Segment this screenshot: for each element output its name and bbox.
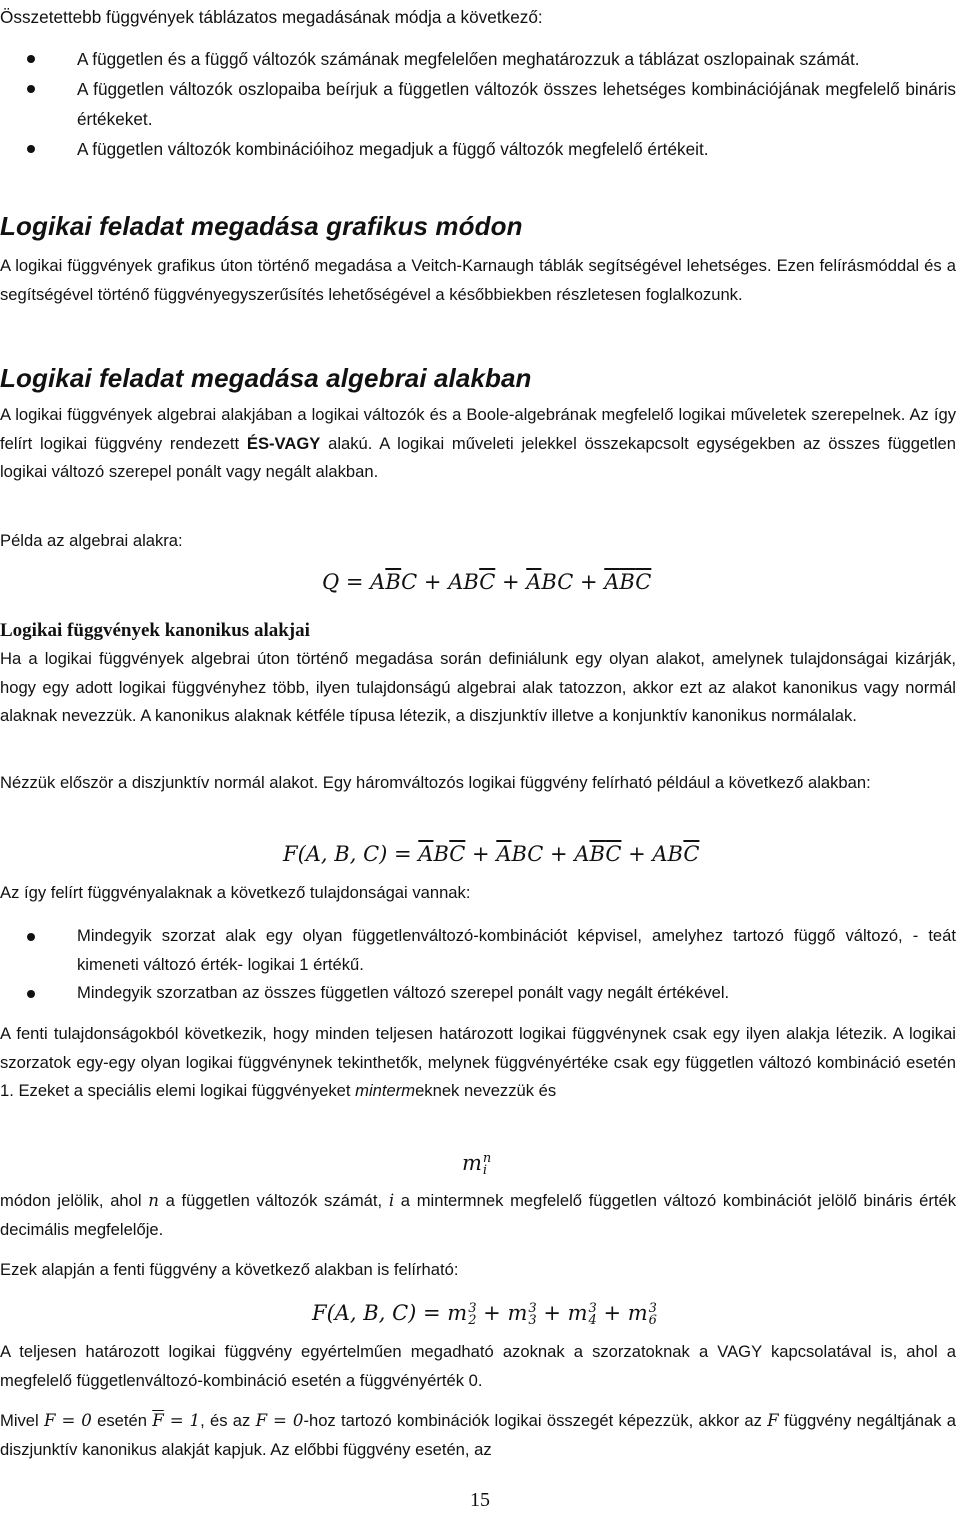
heading-kanonikus: Logikai függvények kanonikus alakjai [0,620,310,641]
bullet-icon [27,55,35,63]
paragraph-algebrai: A logikai függvények algebrai alakjában a logikai változók és a Boole-algebrának megfelelő logikai műveletek szerepelnek. Az így felírt logikai függvény rendezett ÉS-VAGY alakú. A logikai műveleti jelekkel összekapcsolt egységekben az összes független logikai változó szerepel ponált vagy negált alakban. [0,405,956,481]
list-item: Mindegyik szorzatban az összes független változó szerepel ponált vagy negált értékével. [0,979,956,1008]
equation-f: F(A, B, $C) = \overline{A}B\overline{C} + \overline{A}BC + A\overline{B}\overline{C} + AB\overline{C}$ [283,842,700,866]
paragraph-ezek: Ezek alapján a fenti függvény a következő alakban is felírható: [0,1260,459,1279]
paragraph-modon: módon jelölik, ahol n a független változók számát, i a mintermnek megfelelő független változó kombinációt jelölő bináris érték decimális megfelelője. [0,1191,956,1239]
heading-grafikus: Logikai feladat megadása grafikus módon [0,211,523,241]
equation-q: $Q = A\overline{B}C + AB\overline{C} + \overline{A}BC + \overline{A}\overline{B}\overline{C}$ [322,570,652,594]
bullet-icon [27,85,35,93]
paragraph-minterm: A fenti tulajdonságokból következik, hogy minden teljesen határozott logikai függvénynek csak egy ilyen alakja létezik. A logikai szorzatok egy-egy olyan logikai függvénynek tekinthetők, melynek függvényértéke csak egy független változó kombináció esetén 1. Ezeket a speciális elemi logikai függvényeket mintermeknek nevezzük és [0,1024,956,1100]
paragraph-nezzuk: Nézzük először a diszjunktív normál alakot. Egy háromváltozós logikai függvény felírható például a következő alakban: [0,773,871,792]
paragraph-mivel: Mivel F = 0 esetén $\overline{F} = 1$, és az F = 0-hoz tartozó kombinációk logikai összegét képezzük, akkor az F függvény negáltjának a diszjunktív kanonikus alakját kapjuk. Az előbbi függvény esetén, az [0,1411,956,1459]
bullet-icon [27,145,35,153]
paragraph-kanonikus: Ha a logikai függvények algebrai úton történő megadása során definiálunk egy olyan alakot, amelynek tulajdonságai kizárják, hogy egy adott logikai függvényhez több, ilyen tulajdonságú algebrai alak tatozzon, akkor ezt az alakot kanonikus vagy normál alaknak nevezzük. A kanonikus alaknak kétféle típusa létezik, a diszjunktív illetve a konjunktív kanonikus normálalak. [0,649,956,725]
bullet-list-table-steps [0,44,956,164]
list-item: A független változók kombinációihoz megadjuk a függő változók megfelelő értékeit. [0,134,956,164]
equation-minterm-sum: F(A, B, C) = m3 2 + m3 3 + m3 4 + m3 6 [312,1300,657,1328]
page-number: 15 [470,1489,490,1511]
list-item: A független változók oszlopaiba beírjuk a független változók összes lehetséges kombinációjának megfelelő bináris értékeket. [0,74,956,134]
paragraph-grafikus: A logikai függvények grafikus úton történő megadása a Veitch-Karnaugh táblák segítségével lehetséges. Ezen felírásmóddal és a segítségével történő függvényegyszerűsítés lehetőségével a későbbiekben részletesen foglalkozunk. [0,256,956,304]
bullet-icon [27,933,35,941]
example-label: Példa az algebrai alakra: [0,531,183,550]
list-item: A független és a függő változók számának megfelelően meghatározzuk a táblázat oszlopainak számát. [0,44,956,74]
list-item: Mindegyik szorzat alak egy olyan függetlenváltozó-kombinációt képvisel, amelyhez tartozó függő változó, - teát kimeneti változó érték- logikai 1 értékű. [0,922,956,979]
bullet-icon [27,990,35,998]
paragraph-tulajdonsagok: Az így felírt függvényalaknak a következő tulajdonságai vannak: [0,883,471,902]
bullet-list-properties [0,922,956,1008]
heading-algebrai: Logikai feladat megadása algebrai alakban [0,363,532,393]
paragraph-teljesen: A teljesen határozott logikai függvény egyértelműen megadható azoknak a szorzatoknak a VAGY kapcsolatával is, ahol a megfelelő függetlenváltozó-kombináció esetén a függvényérték 0. [0,1342,956,1390]
equation-minterm-notation: mn i [462,1150,492,1178]
intro-text: Összetettebb függvények táblázatos megadásának módja a következő: [0,7,543,27]
